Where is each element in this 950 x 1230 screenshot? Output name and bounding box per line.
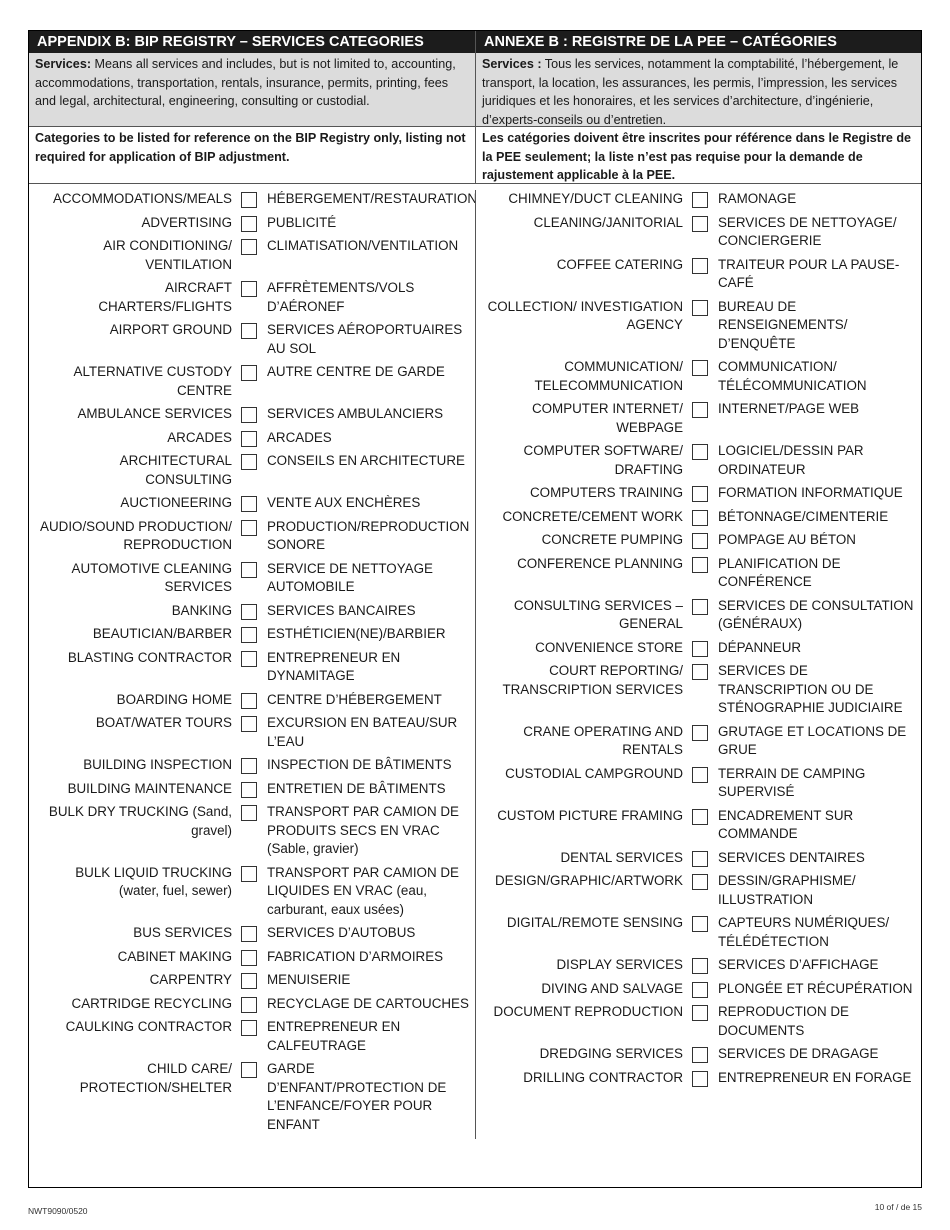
category-label-fr: GARDE D’ENFANT/PROTECTION DE L’ENFANCE/FOYER POUR ENFANT bbox=[267, 1061, 447, 1132]
category-item bbox=[29, 948, 475, 967]
category-label-fr: ENTREPRENEUR EN CALFEUTRAGE bbox=[267, 1019, 401, 1053]
category-label-fr: PRODUCTION/REPRODUCTION SONORE bbox=[267, 518, 470, 552]
category-label-en: CARPENTRY bbox=[149, 972, 232, 987]
category-label-fr: CENTRE D’HÉBERGEMENT bbox=[267, 691, 442, 707]
title-fr: ANNEXE B : REGISTRE DE LA PEE – CATÉGORIES bbox=[475, 31, 921, 53]
category-checkbox[interactable] bbox=[692, 958, 708, 974]
category-checkbox[interactable] bbox=[692, 402, 708, 418]
category-label-fr: ESTHÉTICIEN(NE)/BARBIER bbox=[267, 626, 446, 641]
category-checkbox[interactable] bbox=[241, 627, 257, 643]
category-label-fr: SERVICE DE NETTOYAGE AUTOMOBILE bbox=[267, 560, 433, 594]
category-checkbox[interactable] bbox=[241, 431, 257, 447]
category-item bbox=[29, 405, 475, 424]
category-item bbox=[476, 1069, 921, 1088]
category-item bbox=[476, 555, 921, 592]
category-checkbox[interactable] bbox=[692, 641, 708, 657]
category-label-en: CHIMNEY/DUCT CLEANING bbox=[508, 191, 683, 206]
category-item bbox=[476, 723, 921, 760]
category-label-fr: SERVICES AÉROPORTUAIRES AU SOL bbox=[267, 322, 463, 356]
category-label-en: CRANE OPERATING AND RENTALS bbox=[523, 723, 683, 757]
category-label-en: ALTERNATIVE CUSTODY CENTRE bbox=[73, 364, 232, 398]
category-item bbox=[29, 1060, 475, 1134]
category-label-en: COURT REPORTING/ TRANSCRIPTION SERVICES bbox=[502, 663, 683, 697]
category-label-en: CONFERENCE PLANNING bbox=[517, 555, 683, 571]
category-label-fr: SERVICES BANCAIRES bbox=[267, 602, 416, 618]
category-label-fr: LOGICIEL/DESSIN PAR ORDINATEUR bbox=[718, 443, 864, 477]
category-label-en: BULK DRY TRUCKING (Sand, gravel) bbox=[48, 804, 232, 838]
category-checkbox[interactable] bbox=[692, 444, 708, 460]
category-checkbox[interactable] bbox=[241, 216, 257, 232]
category-label-en: AIRPORT GROUND bbox=[109, 322, 232, 337]
category-checkbox[interactable] bbox=[241, 1062, 257, 1078]
category-label-fr: ARCADES bbox=[267, 429, 332, 445]
category-checkbox[interactable] bbox=[692, 916, 708, 932]
category-label-en: CONCRETE/CEMENT WORK bbox=[502, 508, 683, 524]
category-label-en: AUTOMOTIVE CLEANING SERVICES bbox=[71, 560, 232, 594]
category-item bbox=[29, 924, 475, 943]
category-label-en: CABINET MAKING bbox=[117, 948, 232, 964]
category-label-fr: GRUTAGE ET LOCATIONS DE GRUE bbox=[718, 723, 907, 757]
category-label-fr: PLONGÉE ET RÉCUPÉRATION bbox=[718, 980, 913, 996]
note-row bbox=[29, 126, 921, 184]
category-item bbox=[29, 560, 475, 597]
category-item bbox=[476, 190, 921, 209]
category-item bbox=[29, 363, 475, 400]
category-checkbox[interactable] bbox=[241, 520, 257, 536]
category-item bbox=[29, 190, 478, 209]
services-definition-en bbox=[29, 53, 475, 126]
category-label-fr: FORMATION INFORMATIQUE bbox=[718, 485, 903, 500]
category-label-en: AUDIO/SOUND PRODUCTION/ REPRODUCTION bbox=[40, 518, 232, 552]
category-item bbox=[476, 597, 921, 634]
category-item bbox=[476, 298, 921, 354]
categories-left-column bbox=[29, 190, 478, 1139]
category-label-en: ARCHITECTURAL CONSULTING bbox=[119, 453, 232, 487]
category-item bbox=[476, 1045, 921, 1064]
category-label-en: CONVENIENCE STORE bbox=[535, 639, 683, 655]
category-checkbox[interactable] bbox=[692, 360, 708, 376]
services-label-fr: Services : bbox=[482, 57, 542, 71]
category-label-en: AMBULANCE SERVICES bbox=[77, 406, 232, 421]
category-checkbox[interactable] bbox=[692, 258, 708, 274]
category-item bbox=[476, 531, 921, 550]
category-label-en: CARTRIDGE RECYCLING bbox=[71, 995, 232, 1011]
category-label-en: CUSTODIAL CAMPGROUND bbox=[505, 765, 683, 781]
category-item bbox=[29, 649, 475, 686]
category-label-en: BOARDING HOME bbox=[116, 691, 232, 707]
category-label-fr: SERVICES DE DRAGAGE bbox=[718, 1046, 879, 1061]
category-label-fr: INSPECTION DE BÂTIMENTS bbox=[267, 757, 452, 772]
category-item bbox=[29, 625, 475, 644]
category-checkbox[interactable] bbox=[241, 693, 257, 709]
category-label-fr: TERRAIN DE CAMPING SUPERVISÉ bbox=[718, 765, 866, 799]
category-label-en: DIVING AND SALVAGE bbox=[541, 980, 683, 996]
category-item bbox=[29, 214, 475, 233]
category-label-fr: SERVICES DE CONSULTATION (GÉNÉRAUX) bbox=[718, 597, 914, 631]
category-checkbox[interactable] bbox=[241, 973, 257, 989]
category-label-fr: AUTRE CENTRE DE GARDE bbox=[267, 364, 445, 379]
category-label-en: BULK LIQUID TRUCKING (water, fuel, sewer) bbox=[75, 864, 232, 898]
category-checkbox[interactable] bbox=[241, 454, 257, 470]
category-checkbox[interactable] bbox=[241, 782, 257, 798]
category-item bbox=[29, 452, 475, 489]
category-checkbox[interactable] bbox=[241, 407, 257, 423]
category-checkbox[interactable] bbox=[241, 651, 257, 667]
category-checkbox[interactable] bbox=[692, 533, 708, 549]
appendix-frame bbox=[28, 30, 922, 1188]
category-item bbox=[29, 321, 475, 358]
category-item bbox=[29, 714, 475, 751]
category-label-en: BEAUTICIAN/BARBER bbox=[92, 626, 232, 641]
category-label-en: DRILLING CONTRACTOR bbox=[523, 1069, 683, 1085]
category-label-fr: PLANIFICATION DE CONFÉRENCE bbox=[718, 555, 841, 589]
category-label-en: COMMUNICATION/ TELECOMMUNICATION bbox=[534, 359, 683, 393]
category-checkbox[interactable] bbox=[692, 557, 708, 573]
category-label-en: DENTAL SERVICES bbox=[560, 849, 683, 865]
category-label-fr: RECYCLAGE DE CARTOUCHES bbox=[267, 995, 469, 1011]
category-checkbox[interactable] bbox=[692, 1071, 708, 1087]
category-label-fr: TRANSPORT PAR CAMION DE PRODUITS SECS EN VRAC (Sable, gravier) bbox=[267, 804, 459, 856]
category-checkbox[interactable] bbox=[241, 805, 257, 821]
category-item bbox=[29, 279, 475, 316]
category-label-fr: FABRICATION D’ARMOIRES bbox=[267, 948, 444, 964]
category-label-fr: TRAITEUR POUR LA PAUSE-CAFÉ bbox=[718, 256, 900, 290]
category-label-en: CUSTOM PICTURE FRAMING bbox=[497, 807, 683, 823]
category-checkbox[interactable] bbox=[692, 664, 708, 680]
category-item bbox=[29, 691, 475, 710]
category-label-en: CAULKING CONTRACTOR bbox=[65, 1019, 232, 1034]
category-item bbox=[476, 849, 921, 868]
category-item bbox=[476, 662, 921, 718]
category-label-fr: BÉTONNAGE/CIMENTERIE bbox=[718, 508, 889, 524]
category-label-en: DISPLAY SERVICES bbox=[556, 957, 683, 972]
category-label-en: BANKING bbox=[171, 602, 232, 618]
category-label-en: DOCUMENT REPRODUCTION bbox=[493, 1004, 683, 1019]
category-item bbox=[29, 864, 475, 920]
category-label-fr: RAMONAGE bbox=[718, 191, 797, 206]
services-text-en: Means all services and includes, but is not limited to, accounting, accommodations, transportation, rentals, insurance, permits, printing, fees and legal, architectural, engineering, consulting or custodial. bbox=[35, 57, 456, 108]
note-fr: Les catégories doivent être inscrites pour référence dans le Registre de la PEE seulement; la liste n’est pas requise pour la demande de rajustement applicable à la PEE. bbox=[475, 127, 921, 183]
category-checkbox[interactable] bbox=[692, 809, 708, 825]
category-checkbox[interactable] bbox=[241, 562, 257, 578]
category-label-en: CLEANING/JANITORIAL bbox=[533, 214, 683, 230]
category-item bbox=[476, 807, 921, 844]
category-item bbox=[29, 494, 475, 513]
category-label-en: BLASTING CONTRACTOR bbox=[67, 649, 232, 665]
category-item bbox=[476, 914, 921, 951]
category-label-en: COLLECTION/ INVESTIGATION AGENCY bbox=[487, 298, 683, 332]
category-label-fr: SERVICES D’AFFICHAGE bbox=[718, 957, 879, 972]
category-checkbox[interactable] bbox=[692, 216, 708, 232]
category-checkbox[interactable] bbox=[241, 758, 257, 774]
category-label-fr: DESSIN/GRAPHISME/ ILLUSTRATION bbox=[718, 873, 856, 907]
category-label-en: COFFEE CATERING bbox=[556, 256, 683, 272]
category-label-fr: SERVICES D’AUTOBUS bbox=[267, 925, 416, 940]
category-label-fr: SERVICES DE TRANSCRIPTION OU DE STÉNOGRAPHIE JUDICIAIRE bbox=[718, 663, 903, 715]
category-checkbox[interactable] bbox=[692, 725, 708, 741]
category-label-en: AUCTIONEERING bbox=[120, 495, 232, 510]
category-label-fr: AFFRÈTEMENTS/VOLS D’AÉRONEF bbox=[267, 280, 415, 314]
category-label-en: BUILDING MAINTENANCE bbox=[67, 780, 232, 796]
category-checkbox[interactable] bbox=[241, 604, 257, 620]
category-item bbox=[476, 214, 921, 251]
category-label-en: DIGITAL/REMOTE SENSING bbox=[506, 915, 683, 930]
category-item bbox=[476, 400, 921, 437]
category-item bbox=[476, 358, 921, 395]
category-label-en: COMPUTER SOFTWARE/ DRAFTING bbox=[523, 443, 683, 477]
category-label-en: DESIGN/GRAPHIC/ARTWORK bbox=[495, 873, 683, 888]
category-label-fr: SERVICES DE NETTOYAGE/ CONCIERGERIE bbox=[718, 214, 897, 248]
category-checkbox[interactable] bbox=[241, 997, 257, 1013]
category-checkbox[interactable] bbox=[692, 192, 708, 208]
category-label-fr: SERVICES AMBULANCIERS bbox=[267, 406, 444, 421]
category-label-en: ACCOMMODATIONS/MEALS bbox=[52, 191, 232, 206]
category-checkbox[interactable] bbox=[241, 926, 257, 942]
category-label-fr: DÉPANNEUR bbox=[718, 639, 802, 655]
category-label-en: BOAT/WATER TOURS bbox=[95, 715, 232, 730]
category-label-fr: INTERNET/PAGE WEB bbox=[718, 401, 860, 416]
category-item bbox=[29, 429, 475, 448]
category-checkbox[interactable] bbox=[692, 1005, 708, 1021]
category-label-fr: EXCURSION EN BATEAU/SUR L’EAU bbox=[267, 715, 458, 749]
services-definition-row bbox=[29, 53, 921, 126]
category-checkbox[interactable] bbox=[692, 486, 708, 502]
category-item bbox=[29, 602, 475, 621]
category-item bbox=[29, 995, 475, 1014]
category-label-en: ARCADES bbox=[167, 429, 232, 445]
category-item bbox=[29, 237, 475, 274]
category-checkbox[interactable] bbox=[692, 510, 708, 526]
category-label-en: CONSULTING SERVICES – GENERAL bbox=[513, 597, 683, 631]
category-label-en: DREDGING SERVICES bbox=[539, 1046, 683, 1061]
category-item bbox=[476, 639, 921, 658]
category-checkbox[interactable] bbox=[241, 1020, 257, 1036]
form-id: NWT9090/0520 bbox=[28, 1206, 88, 1216]
category-checkbox[interactable] bbox=[241, 281, 257, 297]
title-en: APPENDIX B: BIP REGISTRY – SERVICES CATEGORIES bbox=[29, 31, 475, 53]
category-label-fr: CLIMATISATION/VENTILATION bbox=[267, 238, 459, 253]
category-checkbox[interactable] bbox=[241, 866, 257, 882]
category-checkbox[interactable] bbox=[241, 192, 257, 208]
services-definition-fr bbox=[475, 53, 921, 126]
category-label-fr: ENTRETIEN DE BÂTIMENTS bbox=[267, 780, 446, 796]
category-checkbox[interactable] bbox=[692, 874, 708, 890]
category-label-en: BUILDING INSPECTION bbox=[83, 757, 232, 772]
category-label-en: ADVERTISING bbox=[141, 214, 232, 230]
category-label-fr: PUBLICITÉ bbox=[267, 214, 337, 230]
category-item bbox=[476, 956, 921, 975]
category-checkbox[interactable] bbox=[692, 982, 708, 998]
category-checkbox[interactable] bbox=[692, 767, 708, 783]
category-item bbox=[476, 256, 921, 293]
category-label-en: COMPUTER INTERNET/ WEBPAGE bbox=[531, 401, 683, 435]
category-label-fr: ENCADREMENT SUR COMMANDE bbox=[718, 807, 854, 841]
category-label-en: COMPUTERS TRAINING bbox=[529, 485, 683, 500]
category-checkbox[interactable] bbox=[241, 323, 257, 339]
category-label-en: CONCRETE PUMPING bbox=[541, 532, 683, 547]
services-text-fr: Tous les services, notamment la comptabilité, l’hébergement, le transport, la location, les assurances, les permis, l’impression, les services juridiques et les honoraires, et les services d’architecture, d’ingénierie, d’experts-conseils ou d’entretien. bbox=[482, 57, 899, 126]
category-checkbox[interactable] bbox=[241, 365, 257, 381]
category-checkbox[interactable] bbox=[692, 1047, 708, 1063]
category-label-en: AIR CONDITIONING/ VENTILATION bbox=[103, 238, 232, 272]
category-item bbox=[29, 780, 475, 799]
category-item bbox=[476, 508, 921, 527]
category-label-en: BUS SERVICES bbox=[133, 925, 232, 940]
categories-right-column bbox=[475, 190, 921, 1139]
category-item bbox=[29, 971, 475, 990]
category-label-fr: COMMUNICATION/ TÉLÉCOMMUNICATION bbox=[718, 359, 867, 393]
category-label-fr: POMPAGE AU BÉTON bbox=[718, 532, 856, 547]
category-checkbox[interactable] bbox=[241, 716, 257, 732]
category-item bbox=[29, 803, 475, 859]
services-label-en: Services: bbox=[35, 57, 92, 71]
category-label-fr: ENTREPRENEUR EN FORAGE bbox=[718, 1069, 912, 1085]
category-item bbox=[476, 765, 921, 802]
category-label-fr: BUREAU DE RENSEIGNEMENTS/ D’ENQUÊTE bbox=[718, 298, 848, 351]
category-label-fr: HÉBERGEMENT/RESTAURATION bbox=[267, 191, 478, 206]
category-checkbox[interactable] bbox=[692, 599, 708, 615]
category-item bbox=[476, 980, 921, 999]
category-label-en: CHILD CARE/ PROTECTION/SHELTER bbox=[79, 1061, 232, 1095]
category-label-fr: ENTREPRENEUR EN DYNAMITAGE bbox=[267, 649, 401, 683]
title-row bbox=[29, 31, 921, 53]
category-label-fr: REPRODUCTION DE DOCUMENTS bbox=[718, 1004, 849, 1038]
category-checkbox[interactable] bbox=[241, 950, 257, 966]
category-item bbox=[29, 756, 475, 775]
category-label-fr: MENUISERIE bbox=[267, 972, 351, 987]
category-checkbox[interactable] bbox=[692, 300, 708, 316]
note-en: Categories to be listed for reference on the BIP Registry only, listing not required for application of BIP adjustment. bbox=[35, 131, 466, 164]
category-label-fr: TRANSPORT PAR CAMION DE LIQUIDES EN VRAC (eau, carburant, eaux usées) bbox=[267, 864, 459, 917]
category-label-fr: VENTE AUX ENCHÈRES bbox=[267, 495, 421, 510]
category-label-fr: CONSEILS EN ARCHITECTURE bbox=[267, 453, 465, 468]
category-checkbox[interactable] bbox=[241, 496, 257, 512]
categories-columns bbox=[29, 184, 921, 1139]
category-checkbox[interactable] bbox=[241, 239, 257, 255]
category-label-fr: CAPTEURS NUMÉRIQUES/ TÉLÉDÉTECTION bbox=[718, 915, 890, 949]
category-label-en: AIRCRAFT CHARTERS/FLIGHTS bbox=[98, 280, 232, 314]
category-item bbox=[476, 484, 921, 503]
page-number: 10 of / de 15 bbox=[874, 1202, 922, 1212]
category-item bbox=[476, 1003, 921, 1040]
category-item bbox=[29, 1018, 475, 1055]
category-item bbox=[29, 518, 475, 555]
category-item bbox=[476, 872, 921, 909]
category-checkbox[interactable] bbox=[692, 851, 708, 867]
category-label-fr: SERVICES DENTAIRES bbox=[718, 849, 865, 865]
category-item bbox=[476, 442, 921, 479]
